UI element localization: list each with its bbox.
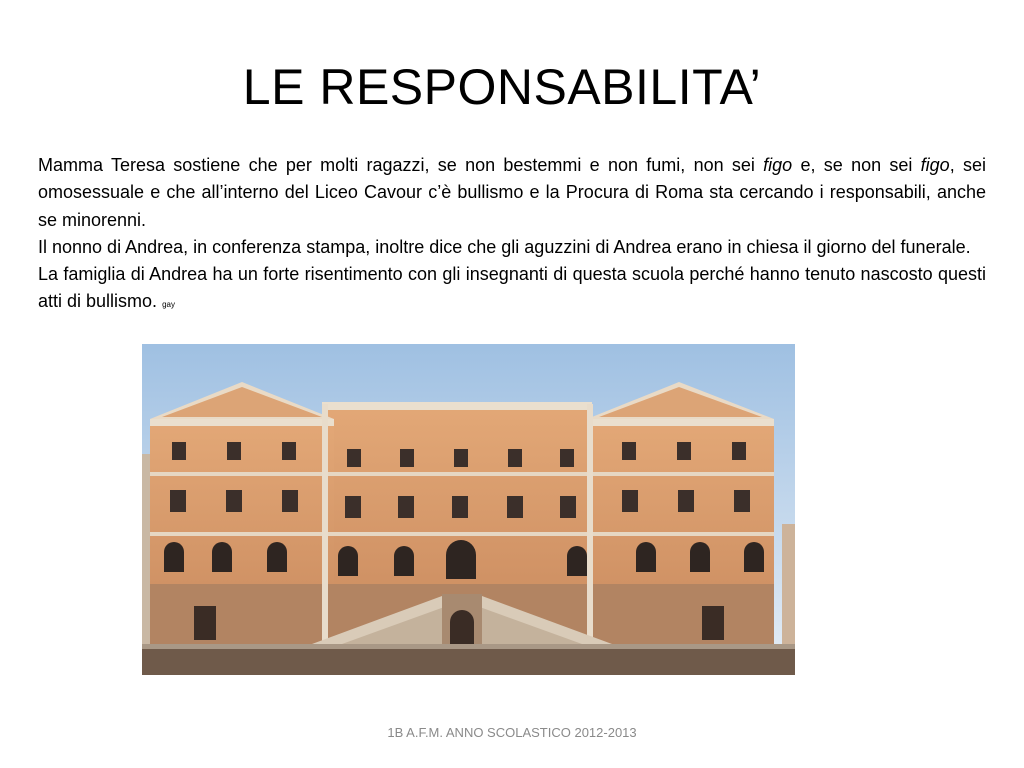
paragraph-3: [38, 261, 986, 319]
p1-text-c: e, se non sei: [792, 155, 921, 175]
p3-tiny-note: gay: [162, 300, 175, 310]
p1-figo-2: figo: [920, 155, 950, 175]
p1-figo-1: figo: [763, 155, 793, 175]
paragraph-2: Il nonno di Andrea, in conferenza stampa, inoltre dice che gli aguzzini di Andrea erano in chiesa il giorno del funerale.: [38, 236, 971, 257]
slide-title: LE RESPONSABILITA’: [242, 59, 762, 115]
p3-text: La famiglia di Andrea ha un forte risentimento con gli insegnanti di questa scuola perché hanno tenuto nascosto questi atti di bullismo.: [38, 264, 986, 312]
paragraph-1: [38, 152, 986, 234]
p1-text-e: , sei omosessuale e che all’interno del Liceo Cavour c’è bullismo e la Procura di Roma sta cercando i responsabili, anche se minorenni.: [38, 155, 986, 230]
p1-text-a: Mamma Teresa sostiene che per molti ragazzi, se non bestemmi e non fumi, non sei: [38, 155, 764, 175]
body-text: [38, 152, 986, 319]
building-photo: [142, 344, 795, 675]
slide-footer: 1B A.F.M. ANNO SCOLASTICO 2012-2013: [387, 725, 637, 740]
